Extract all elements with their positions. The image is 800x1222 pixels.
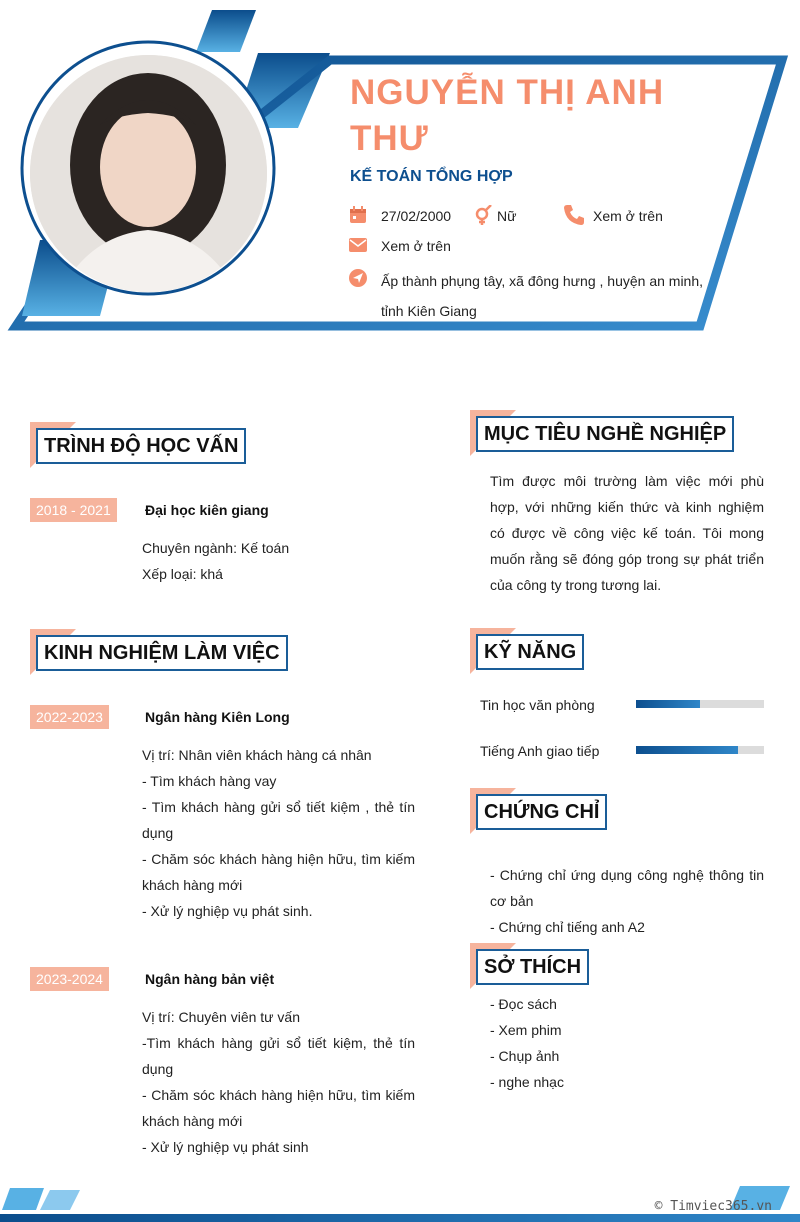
experience-details	[142, 742, 415, 924]
education-period: 2018 - 2021	[30, 498, 117, 522]
email-icon	[349, 238, 367, 252]
skill-bar	[636, 746, 764, 754]
skill-bar	[636, 700, 764, 708]
list-item: Chuyên ngành: Kế toán	[142, 540, 290, 556]
job-title: KẾ TOÁN TỔNG HỢP	[350, 168, 513, 185]
list-item: - Xử lý nghiệp vụ phát sinh	[142, 1139, 309, 1155]
experience-period: 2023-2024	[30, 967, 109, 991]
list-item: - Chụp ảnh	[490, 1048, 560, 1064]
objective-title: MỤC TIÊU NGHỀ NGHIỆP	[476, 416, 734, 452]
calendar-icon	[349, 206, 367, 224]
skills-title: KỸ NĂNG	[476, 634, 584, 670]
skill-bar-fill	[636, 700, 700, 708]
experience-details	[142, 1004, 415, 1160]
list-item: -Tìm khách hàng gửi sổ tiết kiệm, thẻ tín dụng	[142, 1035, 415, 1077]
skill-label: Tiếng Anh giao tiếp	[480, 743, 600, 759]
certificates-list	[490, 862, 764, 940]
company-name: Ngân hàng bản việt	[145, 971, 275, 987]
list-item: - Đọc sách	[490, 996, 557, 1012]
company-name: Ngân hàng Kiên Long	[145, 709, 290, 725]
education-title: TRÌNH ĐỘ HỌC VẤN	[36, 428, 246, 464]
gender: Nữ	[497, 208, 517, 224]
list-item: - Chứng chỉ ứng dụng công nghệ thông tin cơ bản	[490, 867, 764, 909]
hobbies-list	[490, 991, 764, 1095]
list-item: - Chăm sóc khách hàng hiện hữu, tìm kiếm khách hàng mới	[142, 851, 415, 893]
email: Xem ở trên	[381, 238, 451, 254]
list-item: - nghe nhạc	[490, 1074, 564, 1090]
hobbies-title: SỞ THÍCH	[476, 949, 589, 985]
list-item: - Tìm khách hàng vay	[142, 773, 277, 789]
candidate-name: NGUYỄN THỊ ANH THƯ	[350, 73, 665, 158]
birthday: 27/02/2000	[381, 208, 452, 224]
list-item: - Tìm khách hàng gửi sổ tiết kiệm , thẻ tín dụng	[142, 799, 415, 841]
list-item: Vị trí: Nhân viên khách hàng cá nhân	[142, 747, 372, 763]
list-item: - Xử lý nghiệp vụ phát sinh.	[142, 903, 313, 919]
experience-period: 2022-2023	[30, 705, 109, 729]
phone-icon	[563, 204, 585, 226]
phone: Xem ở trên	[593, 208, 663, 224]
skill-bar-fill	[636, 746, 738, 754]
list-item: - Chăm sóc khách hàng hiện hữu, tìm kiếm khách hàng mới	[142, 1087, 415, 1129]
list-item: Xếp loại: khá	[142, 566, 223, 582]
list-item: - Xem phim	[490, 1022, 562, 1038]
school-name: Đại học kiên giang	[145, 502, 269, 518]
location-icon	[349, 269, 367, 287]
address: Ấp thành phụng tây, xã đông hưng , huyện an minh, tỉnh Kiên Giang	[381, 273, 704, 319]
gender-icon	[474, 205, 494, 225]
skill-label: Tin học văn phòng	[480, 697, 595, 713]
experience-title: KINH NGHIỆM LÀM VIỆC	[36, 635, 288, 671]
objective-text: Tìm được môi trường làm việc mới phù hợp, với những kiến thức và kinh nghiệm có được về công việc kế toán. Tôi mong muốn rằng sẽ đóng góp trong sự phát triển của công ty trong tương lai.	[490, 473, 764, 593]
list-item: - Chứng chỉ tiếng anh A2	[490, 919, 645, 935]
list-item: Vị trí: Chuyên viên tư vấn	[142, 1009, 300, 1025]
watermark: © Timviec365.vn	[654, 1199, 772, 1214]
profile-photo	[30, 55, 267, 292]
education-details	[142, 535, 422, 587]
certificates-title: CHỨNG CHỈ	[476, 794, 607, 830]
